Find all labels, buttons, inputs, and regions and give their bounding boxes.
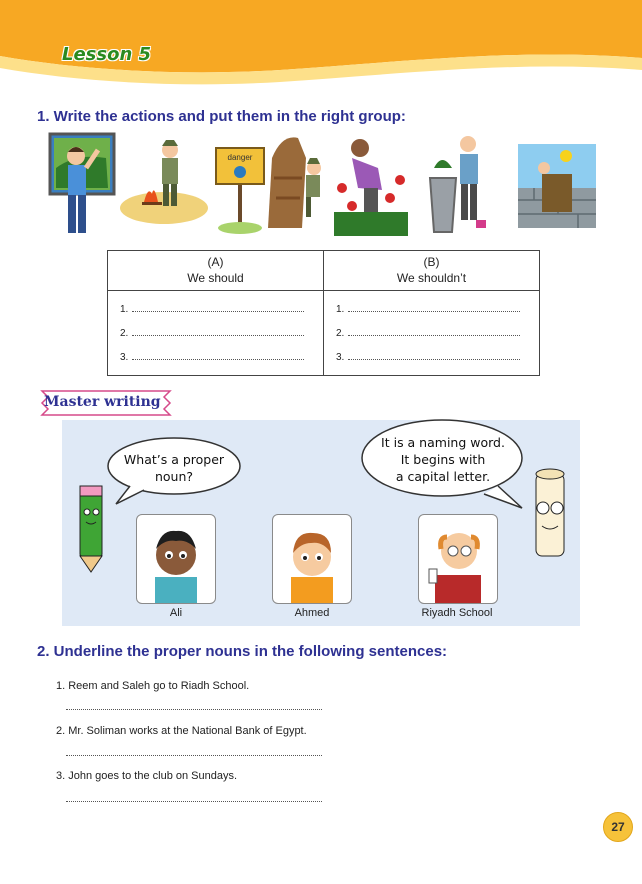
caption-ahmed: Ahmed — [294, 607, 330, 619]
caption-riyadh-school: Riyadh School — [421, 607, 493, 619]
card-riyadh-school — [418, 514, 498, 604]
teacher-portrait-icon — [419, 515, 497, 603]
answer-line-a3[interactable] — [108, 345, 324, 376]
garden-wall-illustration — [514, 128, 600, 240]
campfire-illustration — [118, 128, 210, 240]
exercise2-title: 2. Underline the proper nouns in the following sentences: — [37, 643, 448, 660]
row-number: 3. — [120, 351, 129, 363]
column-a-header — [108, 251, 324, 291]
row-number: 1. — [120, 303, 129, 315]
danger-sign-illustration — [212, 128, 268, 240]
bubble-line: It is a naming word. — [381, 435, 505, 450]
row-number: 1. — [336, 303, 345, 315]
caption-ali: Ali — [169, 607, 183, 619]
row-number: 2. — [120, 327, 129, 339]
answer-line-1[interactable] — [66, 708, 322, 710]
litter-bin-illustration — [420, 128, 494, 240]
boy-cleaning-window-illustration — [46, 128, 122, 240]
pencil-character-icon — [72, 482, 112, 574]
row-number: 2. — [336, 327, 345, 339]
page-number-badge: 27 — [603, 812, 633, 842]
card-ali — [136, 514, 216, 604]
answer-line-b1[interactable] — [324, 291, 540, 322]
column-a-title: We should — [187, 271, 244, 285]
sentence-3[interactable]: 3. John goes to the club on Sundays. — [56, 770, 238, 782]
sentence-1[interactable]: 1. Reem and Saleh go to Riadh School. — [56, 680, 250, 692]
bubble-line: a capital letter. — [395, 469, 491, 484]
question-bubble-text — [112, 451, 236, 485]
master-writing-label: Master writing — [44, 394, 161, 410]
sentence-2[interactable]: 2. Mr. Soliman works at the National Bank of Egypt. — [56, 725, 307, 737]
column-b-title: We shouldn’t — [396, 271, 467, 285]
answer-bubble-text — [372, 434, 514, 485]
bubble-line: What’s a proper — [123, 452, 225, 467]
bubble-line: noun? — [154, 469, 194, 484]
answer-line-b2[interactable] — [324, 321, 540, 345]
card-ahmed — [272, 514, 352, 604]
climbing-rock-illustration — [262, 128, 330, 240]
scroll-character-icon — [528, 466, 574, 564]
exercise1-title: 1. Write the actions and put them in the right group: — [37, 108, 406, 125]
danger-sign-text: danger — [227, 153, 253, 162]
answer-line-3[interactable] — [66, 800, 322, 802]
lesson-title: Lesson 5 — [62, 44, 152, 65]
column-a-letter: (A) — [207, 255, 224, 269]
column-b-header — [324, 251, 540, 291]
picking-flowers-illustration — [330, 128, 412, 240]
ahmed-portrait-icon — [273, 515, 351, 603]
grouping-table — [107, 250, 540, 376]
row-number: 3. — [336, 351, 345, 363]
answer-line-a2[interactable] — [108, 321, 324, 345]
answer-line-2[interactable] — [66, 754, 322, 756]
column-b-letter: (B) — [423, 255, 440, 269]
answer-line-b3[interactable] — [324, 345, 540, 376]
bubble-line: It begins with — [400, 452, 486, 467]
answer-line-a1[interactable] — [108, 291, 324, 322]
ali-portrait-icon — [137, 515, 215, 603]
